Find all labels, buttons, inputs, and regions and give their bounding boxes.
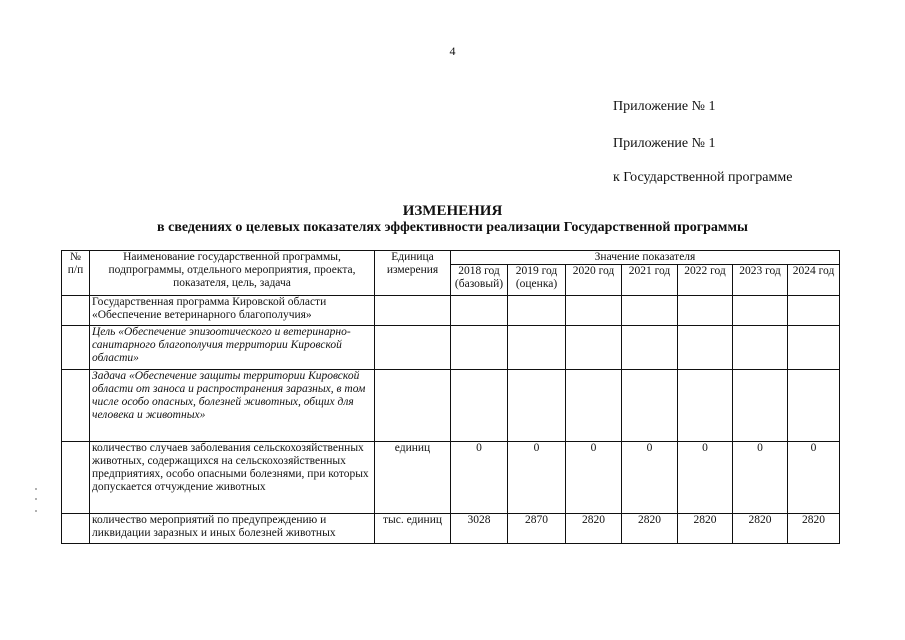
row-value [733,370,788,442]
row-value [566,296,622,326]
row-value: 0 [622,442,678,514]
row-value: 2820 [566,514,622,544]
row-value [566,326,622,370]
row-value [451,326,508,370]
header-year: 2021 год [622,265,678,296]
row-num [62,442,90,514]
header-year: 2019 год (оценка) [508,265,566,296]
appendix-label: Приложение № 1 [613,99,716,114]
row-value [508,296,566,326]
table-row [62,370,840,442]
row-value: 0 [788,442,840,514]
header-year: 2023 год [733,265,788,296]
row-value [566,370,622,442]
document-title: ИЗМЕНЕНИЯ [402,203,503,219]
row-unit [375,296,451,326]
row-value: 2820 [622,514,678,544]
row-value [622,370,678,442]
row-name: Задача «Обеспечение защиты территории Кировской области от заноса и распространения заразных, в том числе особо опасных, болезней животных, общих для человека и животных» [90,370,375,442]
row-name: Государственная программа Кировской области «Обеспечение ветеринарного благополучия» [90,296,375,326]
row-value: 2820 [678,514,733,544]
header-name: Наименование государственной программы, подпрограммы, отдельного мероприятия, проекта, показателя, цель, задача [90,251,375,296]
row-num [62,514,90,544]
scan-speckle [35,488,39,518]
row-value: 2820 [733,514,788,544]
row-value: 0 [733,442,788,514]
table-row [62,514,840,544]
page-number: 4 [449,44,456,58]
row-unit: единиц [375,442,451,514]
header-unit: Единица измерения [375,251,451,296]
header-year: 2020 год [566,265,622,296]
header-year: 2022 год [678,265,733,296]
indicators-table [61,250,840,544]
table-row [62,442,840,514]
appendix-label-repeat: Приложение № 1 [613,136,716,151]
row-value [733,296,788,326]
row-value [678,370,733,442]
row-value [451,296,508,326]
row-value [622,326,678,370]
row-num [62,370,90,442]
document-subtitle: в сведениях о целевых показателях эффективности реализации Государственной программы [157,220,748,235]
header-value-group: Значение показателя [451,251,840,265]
row-value [508,370,566,442]
row-value [733,326,788,370]
row-value: 3028 [451,514,508,544]
row-name: Цель «Обеспечение эпизоотического и ветеринарно-санитарного благополучия территории Кировской области» [90,326,375,370]
row-num [62,296,90,326]
row-value [622,296,678,326]
row-value: 0 [508,442,566,514]
table-row [62,296,840,326]
row-unit [375,370,451,442]
row-value [678,296,733,326]
header-num: № п/п [62,251,90,296]
row-value: 0 [678,442,733,514]
table-row [62,326,840,370]
row-unit [375,326,451,370]
row-value [788,370,840,442]
header-year: 2018 год (базовый) [451,265,508,296]
row-value: 2870 [508,514,566,544]
row-value [788,326,840,370]
row-value [451,370,508,442]
row-value [788,296,840,326]
row-value: 2820 [788,514,840,544]
row-num [62,326,90,370]
row-unit: тыс. единиц [375,514,451,544]
row-value [508,326,566,370]
header-row-top [62,251,840,265]
row-name: количество мероприятий по предупреждению и ликвидации заразных и иных болезней животных [90,514,375,544]
appendix-reference: к Государственной программе [613,170,793,185]
row-name: количество случаев заболевания сельскохозяйственных животных, содержащихся на сельскохозяйственных предприятиях, особо опасными болезнями, при которых допускается отчуждение животных [90,442,375,514]
row-value: 0 [451,442,508,514]
header-year: 2024 год [788,265,840,296]
row-value [678,326,733,370]
row-value: 0 [566,442,622,514]
